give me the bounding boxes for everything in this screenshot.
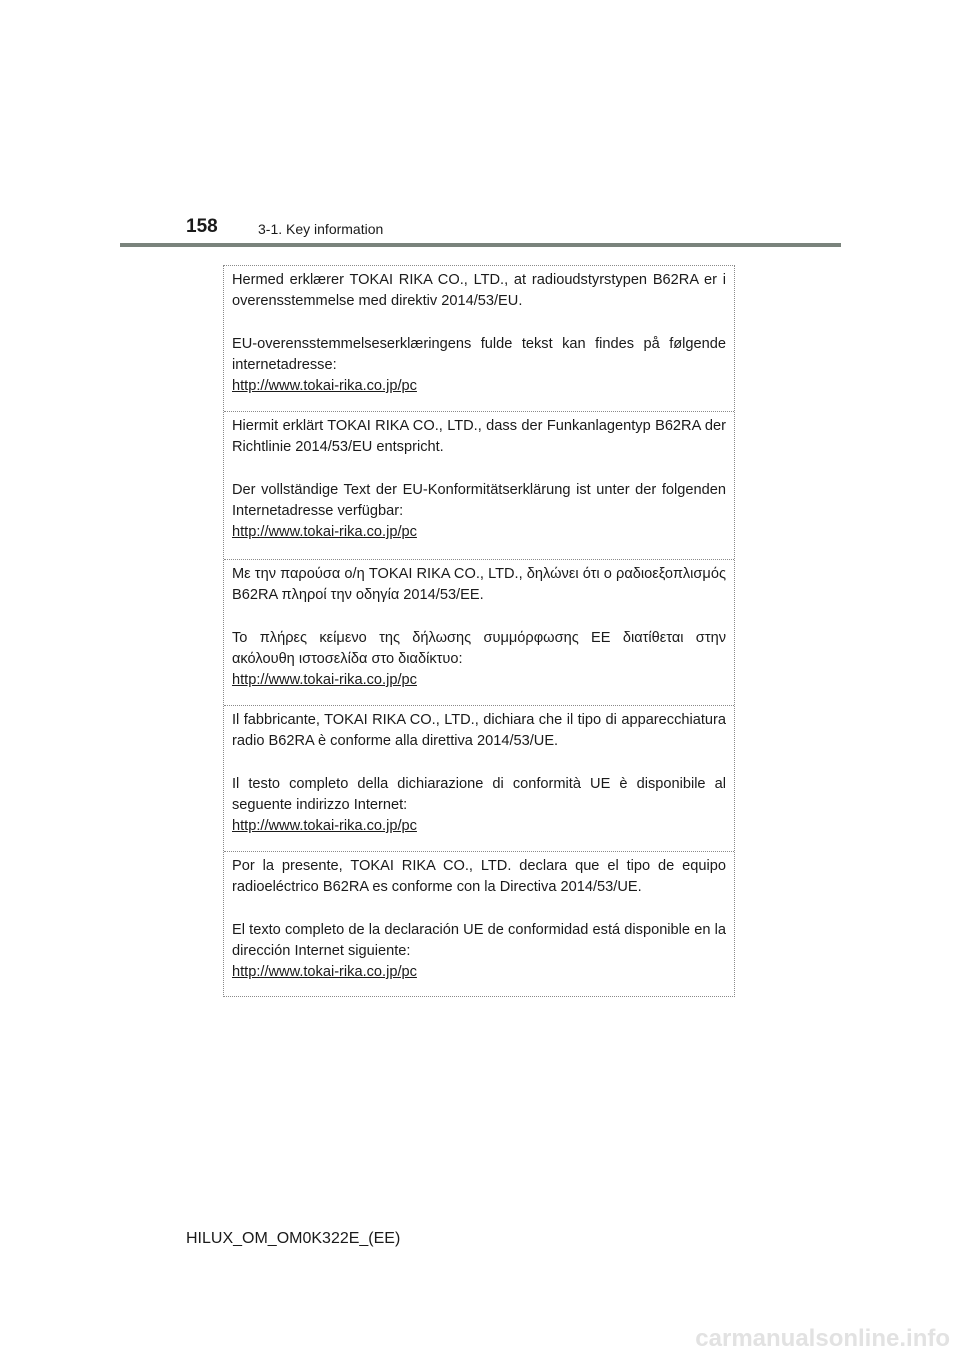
section-title: 3-1. Key information — [258, 221, 384, 237]
page-number: 158 — [186, 216, 218, 237]
header-rule — [120, 243, 841, 247]
declaration-availability: Il testo completo della dichiarazione di conformità UE è disponibile al seguente indirizzo Internet: — [232, 776, 726, 813]
declaration-spanish — [224, 851, 734, 997]
declaration-availability: EU-overensstemmelseserklæringens fulde tekst kan findes på følgende internetadresse: — [232, 336, 726, 373]
declaration-url-link[interactable]: http://www.tokai-rika.co.jp/pc — [232, 672, 417, 688]
declaration-greek — [224, 559, 734, 705]
page-header — [0, 0, 960, 250]
declarations-box — [223, 265, 735, 997]
declaration-availability: Το πλήρες κείμενο της δήλωσης συμμόρφωσης ΕΕ διατίθεται στην ακόλουθη ιστοσελίδα στο διαδίκτυο: — [232, 630, 726, 667]
declaration-statement: Hiermit erklärt TOKAI RIKA CO., LTD., dass der Funkanlagentyp B62RA der Richtlinie 2014/53/EU entspricht. — [232, 418, 726, 455]
declaration-url-link[interactable]: http://www.tokai-rika.co.jp/pc — [232, 524, 417, 540]
declaration-danish — [224, 266, 734, 412]
declaration-statement: Με την παρούσα ο/η TOKAI RIKA CO., LTD., δηλώνει ότι ο ραδιοεξοπλισμός B62RA πληροί την οδηγία 2014/53/ΕΕ. — [232, 566, 726, 603]
declaration-url-link[interactable]: http://www.tokai-rika.co.jp/pc — [232, 378, 417, 394]
declaration-availability: Der vollständige Text der EU-Konformitätserklärung ist unter der folgenden Internetadresse verfügbar: — [232, 482, 726, 519]
declaration-statement: Il fabbricante, TOKAI RIKA CO., LTD., dichiara che il tipo di apparecchiatura radio B62RA è conforme alla direttiva 2014/53/UE. — [232, 712, 726, 749]
declaration-statement: Por la presente, TOKAI RIKA CO., LTD. declara que el tipo de equipo radioeléctrico B62RA es conforme con la Directiva 2014/53/UE. — [232, 858, 726, 895]
declaration-url-link[interactable]: http://www.tokai-rika.co.jp/pc — [232, 818, 417, 834]
watermark-text: carmanualsonline.info — [695, 1325, 950, 1352]
declaration-italian — [224, 705, 734, 851]
declaration-url-link[interactable]: http://www.tokai-rika.co.jp/pc — [232, 964, 417, 980]
declaration-german — [224, 411, 734, 557]
declaration-availability: El texto completo de la declaración UE de conformidad está disponible en la dirección Internet siguiente: — [232, 922, 726, 959]
document-code: HILUX_OM_OM0K322E_(EE) — [186, 1230, 401, 1247]
declaration-statement: Hermed erklærer TOKAI RIKA CO., LTD., at radioudstyrstypen B62RA er i overensstemmelse med direktiv 2014/53/EU. — [232, 272, 726, 309]
